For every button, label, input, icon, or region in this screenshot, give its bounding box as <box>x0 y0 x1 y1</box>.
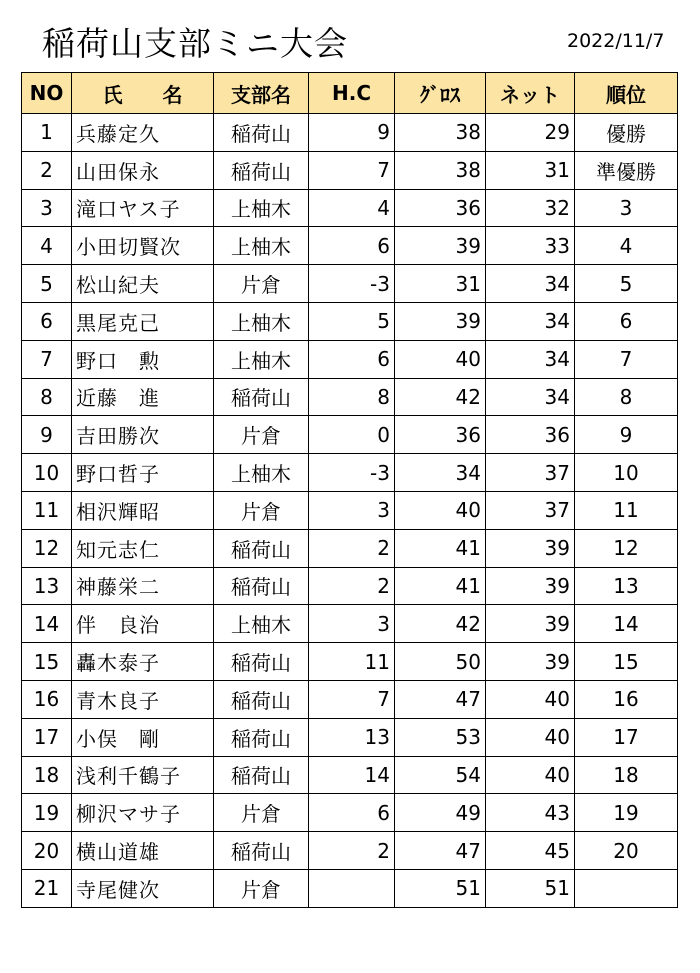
cell-hc: 6 <box>309 227 395 265</box>
cell-no: 11 <box>22 491 72 529</box>
cell-hc: 13 <box>309 718 395 756</box>
cell-net: 39 <box>486 605 575 643</box>
cell-gross: 53 <box>395 718 486 756</box>
cell-net: 29 <box>486 114 575 152</box>
cell-no: 4 <box>22 227 72 265</box>
cell-no: 13 <box>22 567 72 605</box>
cell-hc: 6 <box>309 794 395 832</box>
cell-branch: 稲荷山 <box>214 756 309 794</box>
cell-rank: 18 <box>575 756 678 794</box>
cell-name: 小俣 剛 <box>72 718 214 756</box>
cell-no: 14 <box>22 605 72 643</box>
cell-rank: 14 <box>575 605 678 643</box>
cell-gross: 40 <box>395 491 486 529</box>
cell-name: 黒尾克己 <box>72 302 214 340</box>
table-row <box>22 567 678 605</box>
cell-name: 野口哲子 <box>72 454 214 492</box>
cell-rank: 7 <box>575 340 678 378</box>
cell-rank: 12 <box>575 529 678 567</box>
cell-gross: 47 <box>395 680 486 718</box>
cell-name: 寺尾健次 <box>72 869 214 907</box>
cell-gross: 42 <box>395 378 486 416</box>
results-table <box>21 72 678 908</box>
cell-branch: 上柚木 <box>214 340 309 378</box>
cell-no: 12 <box>22 529 72 567</box>
cell-gross: 50 <box>395 643 486 681</box>
table-row <box>22 151 678 189</box>
cell-name: 近藤 進 <box>72 378 214 416</box>
cell-gross: 38 <box>395 114 486 152</box>
cell-branch: 上柚木 <box>214 605 309 643</box>
cell-gross: 36 <box>395 416 486 454</box>
cell-no: 17 <box>22 718 72 756</box>
cell-branch: 片倉 <box>214 416 309 454</box>
cell-name: 神藤栄二 <box>72 567 214 605</box>
table-row <box>22 454 678 492</box>
cell-rank: 19 <box>575 794 678 832</box>
cell-no: 18 <box>22 756 72 794</box>
cell-rank: 20 <box>575 832 678 870</box>
cell-net: 37 <box>486 454 575 492</box>
cell-hc: 9 <box>309 114 395 152</box>
cell-net: 39 <box>486 643 575 681</box>
cell-net: 39 <box>486 567 575 605</box>
cell-branch: 上柚木 <box>214 189 309 227</box>
table-row <box>22 265 678 303</box>
cell-name: 山田保永 <box>72 151 214 189</box>
cell-hc: 8 <box>309 378 395 416</box>
cell-name: 轟木泰子 <box>72 643 214 681</box>
cell-gross: 47 <box>395 832 486 870</box>
cell-name: 柳沢マサ子 <box>72 794 214 832</box>
cell-no: 9 <box>22 416 72 454</box>
header-branch: 支部名 <box>214 73 309 114</box>
table-row <box>22 189 678 227</box>
cell-rank: 4 <box>575 227 678 265</box>
cell-rank: 8 <box>575 378 678 416</box>
cell-hc <box>309 869 395 907</box>
cell-gross: 49 <box>395 794 486 832</box>
cell-net: 32 <box>486 189 575 227</box>
cell-hc: 7 <box>309 151 395 189</box>
cell-branch: 稲荷山 <box>214 643 309 681</box>
cell-gross: 51 <box>395 869 486 907</box>
cell-rank: 11 <box>575 491 678 529</box>
cell-hc: 0 <box>309 416 395 454</box>
table-row <box>22 756 678 794</box>
cell-net: 37 <box>486 491 575 529</box>
table-row <box>22 832 678 870</box>
cell-net: 43 <box>486 794 575 832</box>
cell-branch: 稲荷山 <box>214 378 309 416</box>
cell-gross: 41 <box>395 567 486 605</box>
cell-net: 51 <box>486 869 575 907</box>
cell-hc: 2 <box>309 567 395 605</box>
cell-hc: 3 <box>309 491 395 529</box>
cell-branch: 上柚木 <box>214 227 309 265</box>
cell-net: 33 <box>486 227 575 265</box>
cell-branch: 稲荷山 <box>214 151 309 189</box>
cell-net: 34 <box>486 265 575 303</box>
cell-hc: 3 <box>309 605 395 643</box>
table-row <box>22 869 678 907</box>
cell-name: 横山道雄 <box>72 832 214 870</box>
cell-hc: 4 <box>309 189 395 227</box>
cell-no: 7 <box>22 340 72 378</box>
cell-name: 吉田勝次 <box>72 416 214 454</box>
cell-no: 1 <box>22 114 72 152</box>
cell-rank: 9 <box>575 416 678 454</box>
cell-name: 兵藤定久 <box>72 114 214 152</box>
cell-rank: 優勝 <box>575 114 678 152</box>
cell-hc: -3 <box>309 265 395 303</box>
cell-name: 知元志仁 <box>72 529 214 567</box>
table-row <box>22 416 678 454</box>
cell-net: 40 <box>486 756 575 794</box>
table-row <box>22 718 678 756</box>
cell-net: 40 <box>486 718 575 756</box>
cell-no: 19 <box>22 794 72 832</box>
cell-branch: 片倉 <box>214 265 309 303</box>
cell-name: 伴 良治 <box>72 605 214 643</box>
table-row <box>22 114 678 152</box>
cell-branch: 片倉 <box>214 869 309 907</box>
header-hc: H.C <box>309 73 395 114</box>
cell-gross: 40 <box>395 340 486 378</box>
cell-hc: 11 <box>309 643 395 681</box>
cell-rank: 13 <box>575 567 678 605</box>
cell-gross: 41 <box>395 529 486 567</box>
cell-branch: 稲荷山 <box>214 680 309 718</box>
cell-branch: 稲荷山 <box>214 114 309 152</box>
cell-no: 5 <box>22 265 72 303</box>
cell-rank: 15 <box>575 643 678 681</box>
cell-gross: 31 <box>395 265 486 303</box>
cell-hc: -3 <box>309 454 395 492</box>
cell-name: 青木良子 <box>72 680 214 718</box>
cell-name: 野口 勲 <box>72 340 214 378</box>
cell-branch: 稲荷山 <box>214 567 309 605</box>
table-row <box>22 491 678 529</box>
header-gross: ｸﾞﾛｽ <box>395 73 486 114</box>
cell-rank <box>575 869 678 907</box>
cell-no: 2 <box>22 151 72 189</box>
cell-branch: 稲荷山 <box>214 529 309 567</box>
header-rank: 順位 <box>575 73 678 114</box>
cell-no: 20 <box>22 832 72 870</box>
table-row <box>22 680 678 718</box>
cell-branch: 稲荷山 <box>214 832 309 870</box>
cell-rank: 準優勝 <box>575 151 678 189</box>
cell-gross: 39 <box>395 302 486 340</box>
cell-hc: 2 <box>309 832 395 870</box>
cell-no: 6 <box>22 302 72 340</box>
table-row <box>22 643 678 681</box>
header-net: ネット <box>486 73 575 114</box>
cell-hc: 7 <box>309 680 395 718</box>
cell-gross: 42 <box>395 605 486 643</box>
cell-name: 松山紀夫 <box>72 265 214 303</box>
cell-name: 相沢輝昭 <box>72 491 214 529</box>
cell-no: 16 <box>22 680 72 718</box>
cell-hc: 2 <box>309 529 395 567</box>
cell-no: 10 <box>22 454 72 492</box>
cell-gross: 38 <box>395 151 486 189</box>
table-row <box>22 529 678 567</box>
cell-branch: 上柚木 <box>214 302 309 340</box>
cell-net: 36 <box>486 416 575 454</box>
cell-rank: 5 <box>575 265 678 303</box>
cell-rank: 10 <box>575 454 678 492</box>
table-row <box>22 605 678 643</box>
cell-net: 45 <box>486 832 575 870</box>
cell-gross: 54 <box>395 756 486 794</box>
cell-branch: 片倉 <box>214 794 309 832</box>
cell-hc: 14 <box>309 756 395 794</box>
cell-net: 39 <box>486 529 575 567</box>
cell-no: 21 <box>22 869 72 907</box>
cell-net: 34 <box>486 302 575 340</box>
cell-no: 8 <box>22 378 72 416</box>
cell-no: 3 <box>22 189 72 227</box>
cell-gross: 39 <box>395 227 486 265</box>
table-row <box>22 340 678 378</box>
page-title: 稲荷山支部ミニ大会 <box>42 24 348 63</box>
table-row <box>22 794 678 832</box>
header-row <box>22 73 678 114</box>
cell-rank: 3 <box>575 189 678 227</box>
cell-name: 浅利千鶴子 <box>72 756 214 794</box>
table-row <box>22 302 678 340</box>
cell-branch: 片倉 <box>214 491 309 529</box>
event-date: 2022/11/7 <box>567 30 665 52</box>
cell-name: 滝口ヤス子 <box>72 189 214 227</box>
cell-rank: 16 <box>575 680 678 718</box>
table-row <box>22 378 678 416</box>
cell-rank: 17 <box>575 718 678 756</box>
cell-net: 34 <box>486 378 575 416</box>
cell-gross: 36 <box>395 189 486 227</box>
cell-no: 15 <box>22 643 72 681</box>
cell-hc: 6 <box>309 340 395 378</box>
cell-branch: 上柚木 <box>214 454 309 492</box>
cell-rank: 6 <box>575 302 678 340</box>
header-no: NO <box>22 73 72 114</box>
cell-gross: 34 <box>395 454 486 492</box>
cell-branch: 稲荷山 <box>214 718 309 756</box>
cell-net: 31 <box>486 151 575 189</box>
cell-name: 小田切賢次 <box>72 227 214 265</box>
table-row <box>22 227 678 265</box>
cell-net: 40 <box>486 680 575 718</box>
header-name: 氏 名 <box>72 73 214 114</box>
cell-net: 34 <box>486 340 575 378</box>
cell-hc: 5 <box>309 302 395 340</box>
